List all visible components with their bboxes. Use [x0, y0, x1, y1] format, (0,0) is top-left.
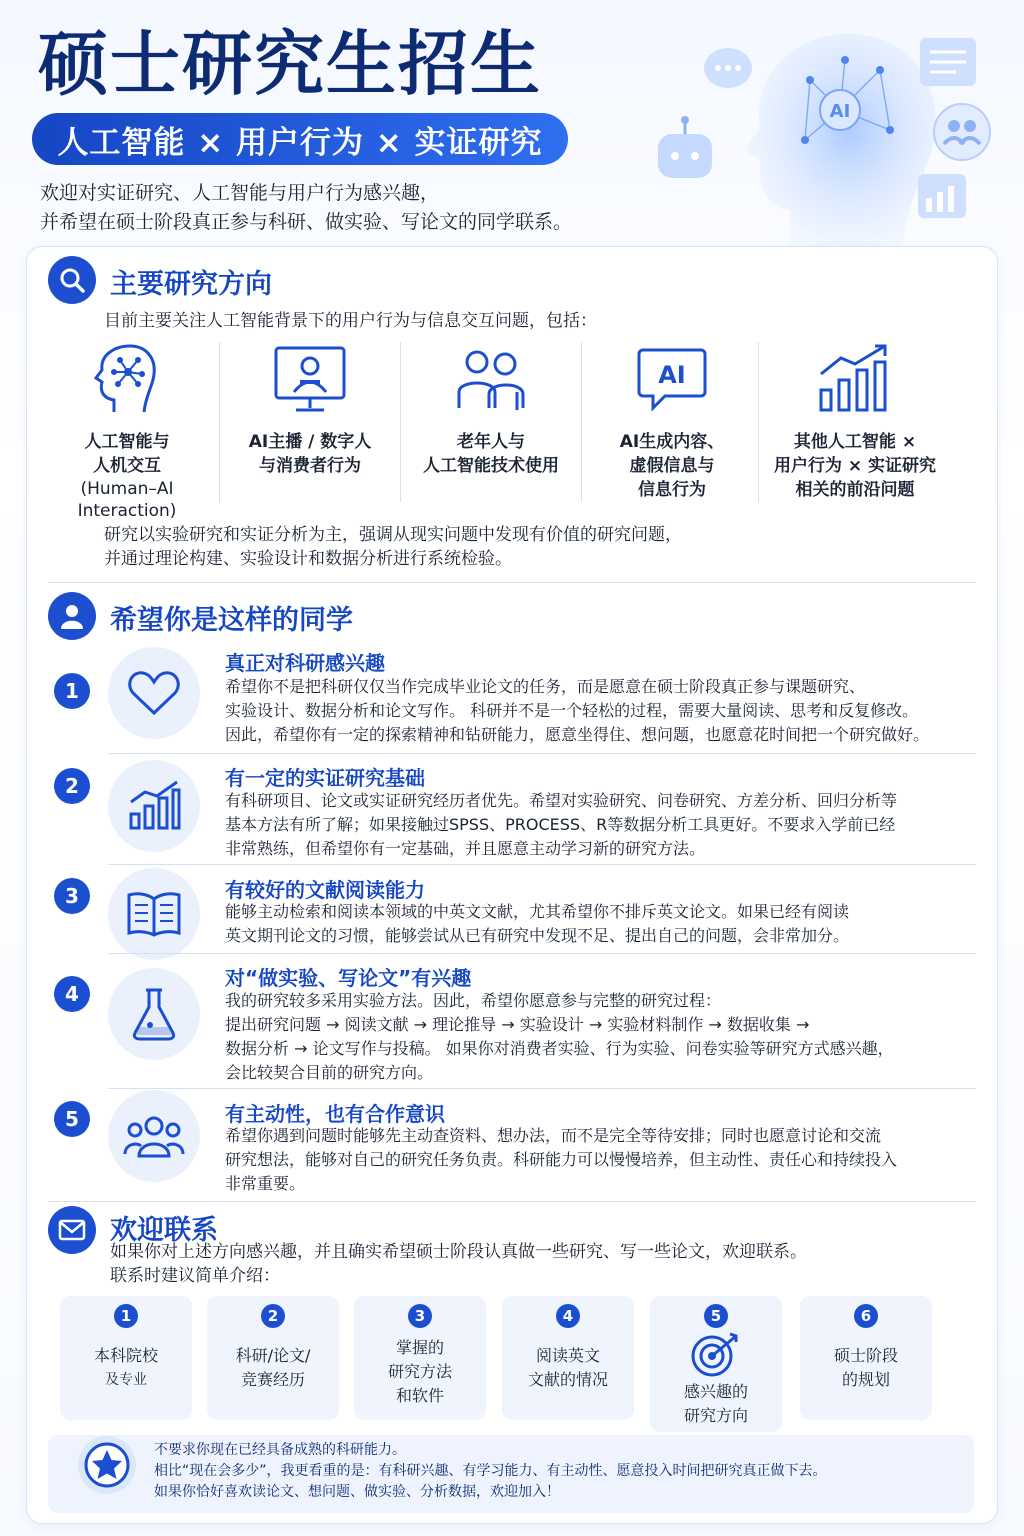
- tip-label: 科研/论文/: [235, 1346, 311, 1365]
- item-line: 研究想法，能够对自己的研究任务负责。科研能力可以慢慢培养，但主动性、责任心和持续投入: [225, 1150, 898, 1169]
- divider: [758, 342, 759, 502]
- tip-label: 研究方法: [387, 1362, 452, 1381]
- intro-text: [40, 179, 572, 237]
- footer-line: 相比“现在会多少”，我更看重的是：有科研兴趣、有学习能力、有主动性、愿意投入时间把研究真正做下去。: [154, 1463, 827, 1479]
- chat-bubble-icon: [704, 48, 752, 88]
- direction-label: 老年人与: [457, 432, 525, 452]
- hero-ai-label: AI: [829, 101, 851, 122]
- item-title: 有一定的实证研究基础: [225, 766, 425, 790]
- method-line: 并通过理论构建、实验设计和数据分析进行系统检验。: [104, 549, 512, 569]
- item-number: 5: [54, 1101, 90, 1137]
- tip-card: [354, 1296, 486, 1420]
- tip-number: 5: [704, 1304, 728, 1328]
- divider: [108, 1088, 976, 1089]
- tip-label: 阅读英文: [535, 1346, 600, 1365]
- divider: [581, 342, 582, 502]
- students-section-title: 希望你是这样的同学: [110, 605, 353, 636]
- flask-icon: [108, 968, 200, 1060]
- item-line: 能够主动检索和阅读本领域的中英文文献，尤其希望你不排斥英文论文。如果已经有阅读: [225, 902, 850, 921]
- item-body: [225, 1124, 897, 1196]
- item-line: 希望你遇到问题时能够先主动查资料、想办法，而不是完全等待安排；同时也愿意讨论和交流: [225, 1126, 882, 1145]
- tip-label: 硕士阶段: [833, 1346, 898, 1365]
- item-title: 真正对科研感兴趣: [225, 651, 385, 675]
- direction-label: 其他人工智能 ×: [793, 432, 917, 452]
- footer-text: [154, 1440, 827, 1503]
- tip-label: 和软件: [395, 1386, 444, 1405]
- growth-chart-icon: [815, 342, 895, 416]
- item-body: [225, 989, 894, 1085]
- users-icon: [934, 104, 990, 160]
- direction-label: 人机交互: [93, 456, 161, 476]
- streamer-monitor-icon: [272, 342, 348, 416]
- direction-sublabel: Interaction): [77, 501, 177, 521]
- contact-section-title: 欢迎联系: [110, 1215, 218, 1246]
- tip-label: 掌握的: [395, 1338, 444, 1357]
- divider: [400, 342, 401, 502]
- tip-label: 的规划: [841, 1370, 890, 1389]
- item-title: 有主动性，也有合作意识: [225, 1102, 445, 1126]
- tip-card: [800, 1296, 932, 1420]
- item-body: [225, 675, 929, 747]
- tip-label: 本科院校: [93, 1346, 158, 1365]
- intro-line-2: 并希望在硕士阶段真正参与科研、做实验、写论文的同学联系。: [40, 211, 573, 233]
- robot-icon: [658, 116, 712, 178]
- ai-head-illustration: [640, 10, 1024, 250]
- star-icon: [78, 1436, 136, 1494]
- heart-icon: [108, 647, 200, 739]
- chart-card-icon: [918, 174, 966, 218]
- item-body: [225, 900, 849, 948]
- tip-card: [207, 1296, 339, 1420]
- direction-item: [770, 342, 940, 502]
- divider: [108, 953, 976, 954]
- tip-label: 竞赛经历: [240, 1370, 305, 1389]
- research-desc: 目前主要关注人工智能背景下的用户行为与信息交互问题，包括：: [104, 311, 597, 331]
- item-line: 我的研究较多采用实验方法。因此，希望你愿意参与完整的研究过程：: [225, 991, 722, 1010]
- item-line: 数据分析 → 论文写作与投稿。 如果你对消费者实验、行为实验、问卷实验等研究方式感兴趣，: [225, 1039, 894, 1058]
- open-book-icon: [108, 868, 200, 960]
- contact-desc-line: 如果你对上述方向感兴趣，并且确实希望硕士阶段认真做一些研究、写一些论文，欢迎联系。: [110, 1242, 807, 1262]
- contact-desc-line: 联系时建议简单介绍：: [110, 1266, 280, 1286]
- direction-label: 信息行为: [638, 480, 706, 500]
- elderly-people-icon: [451, 342, 531, 416]
- divider: [108, 753, 976, 754]
- intro-line-1: 欢迎对实证研究、人工智能与用户行为感兴趣，: [40, 182, 440, 204]
- direction-item: [225, 342, 395, 478]
- target-icon: [690, 1332, 742, 1378]
- page-title: 硕士研究生招生: [38, 23, 542, 105]
- item-line: 会比较契合目前的研究方向。: [225, 1063, 434, 1082]
- item-line: 提出研究问题 → 阅读文献 → 理论推导 → 实验设计 → 实验材料制作 → 数据收集 →: [225, 1015, 810, 1034]
- direction-item: [406, 342, 576, 478]
- tip-number: 2: [261, 1304, 285, 1328]
- divider: [48, 1201, 976, 1202]
- subtitle-banner: 人工智能 × 用户行为 × 实证研究: [32, 113, 568, 165]
- footer-line: 如果你恰好喜欢读论文、想问题、做实验、分析数据，欢迎加入！: [154, 1484, 560, 1500]
- bar-chart-icon: [108, 760, 200, 852]
- ai-chat-icon: [637, 342, 707, 416]
- item-number: 1: [54, 673, 90, 709]
- direction-label: 人工智能技术使用: [423, 456, 559, 476]
- tip-number: 4: [556, 1304, 580, 1328]
- item-line: 有科研项目、论文或实证研究经历者优先。希望对实验研究、问卷研究、方差分析、回归分析等: [225, 791, 898, 810]
- tip-label: 感兴趣的: [683, 1382, 748, 1401]
- research-method: [104, 523, 682, 571]
- tip-card: [502, 1296, 634, 1420]
- tip-number: 1: [114, 1304, 138, 1328]
- item-line: 非常熟练，但希望你有一定基础，并且愿意主动学习新的研究方法。: [225, 839, 706, 858]
- research-section-title: 主要研究方向: [110, 269, 272, 300]
- item-line: 非常重要。: [225, 1174, 306, 1193]
- item-line: 希望你不是把科研仅仅当作完成毕业论文的任务，而是愿意在硕士阶段真正参与课题研究、: [225, 677, 866, 696]
- direction-item: [42, 342, 212, 522]
- brain-network-icon: [92, 342, 162, 416]
- direction-label: AI生成内容、: [619, 432, 725, 452]
- item-number: 2: [54, 768, 90, 804]
- tip-card: [650, 1296, 782, 1432]
- item-title: 对“做实验、写论文”有兴趣: [225, 966, 472, 990]
- document-icon: [920, 38, 976, 86]
- tip-label: 及专业: [105, 1372, 147, 1388]
- direction-label: 虚假信息与: [629, 456, 715, 476]
- ai-chat-text: AI: [658, 361, 686, 389]
- direction-label: 用户行为 × 实证研究: [773, 456, 937, 476]
- direction-label: 与消费者行为: [259, 456, 361, 476]
- footer-line: 不要求你现在已经具备成熟的科研能力。: [154, 1442, 406, 1458]
- tip-card: [60, 1296, 192, 1420]
- contact-desc: [110, 1240, 807, 1288]
- divider: [48, 582, 976, 583]
- team-icon: [108, 1090, 200, 1182]
- tip-number: 6: [854, 1304, 878, 1328]
- item-number: 4: [54, 976, 90, 1012]
- direction-item: [587, 342, 757, 502]
- item-line: 英文期刊论文的习惯，能够尝试从已有研究中发现不足、提出自己的问题，会非常加分。: [225, 926, 850, 945]
- item-line: 因此，希望你有一定的探索精神和钻研能力，愿意坐得住、想问题，也愿意花时间把一个研究做好。: [225, 725, 930, 744]
- tip-label: 文献的情况: [527, 1370, 608, 1389]
- direction-label: AI主播 / 数字人: [248, 432, 372, 452]
- divider: [219, 342, 220, 502]
- mail-icon: [48, 1206, 96, 1254]
- direction-label: 人工智能与: [84, 432, 170, 452]
- tip-label: 研究方向: [683, 1406, 748, 1425]
- search-icon: [48, 256, 96, 304]
- person-icon: [48, 592, 96, 640]
- method-line: 研究以实验研究和实证分析为主，强调从现实问题中发现有价值的研究问题，: [104, 525, 682, 545]
- direction-sublabel: (Human–AI: [80, 479, 174, 499]
- item-title: 有较好的文献阅读能力: [225, 878, 425, 902]
- divider: [108, 864, 976, 865]
- item-line: 基本方法有所了解；如果接触过SPSS、PROCESS、R等数据分析工具更好。不要求入学前已经: [225, 815, 896, 834]
- item-line: 实验设计、数据分析和论文写作。 科研并不是一个轻松的过程，需要大量阅读、思考和反复修改。: [225, 701, 919, 720]
- tip-number: 3: [408, 1304, 432, 1328]
- item-body: [225, 789, 897, 861]
- item-number: 3: [54, 878, 90, 914]
- direction-label: 相关的前沿问题: [795, 480, 915, 500]
